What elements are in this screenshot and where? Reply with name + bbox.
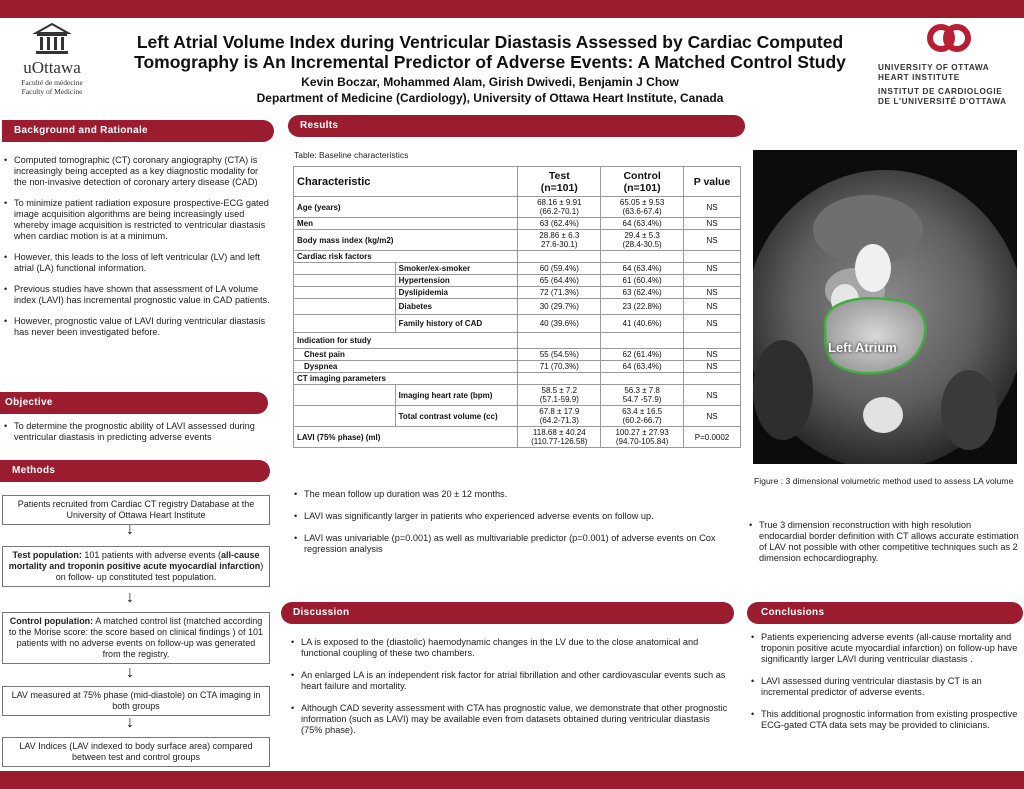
table-row: Men 63 (62.4%) 64 (63.4%) NS	[294, 218, 741, 230]
table-row: Chest pain 55 (54.5%) 62 (61.4%) NS	[294, 349, 741, 361]
uottawa-logo	[8, 22, 96, 96]
header-control: Control (n=101)	[601, 167, 684, 197]
faculty-name-en: Faculty of Medicine	[21, 87, 83, 96]
list-item: • LA is exposed to the (diastolic) haemodynamic changes in the LV due to the close anatomical and functional coupling of these two chambers.	[289, 637, 729, 659]
conclusions-list	[749, 632, 1021, 741]
list-item: • True 3 dimension reconstruction with high resolution endocardial border definition with CT allows accurate estimation of LAV not possible with other competitive techniques such as 2 dimension echocardiography.	[747, 520, 1019, 564]
logo-line-2: HEART INSTITUTE	[878, 73, 960, 82]
list-item: • Computed tomographic (CT) coronary angiography (CTA) is increasingly being accepted as a key diagnostic modality for the non-invasive detection of coronary artery disease (CAD)	[2, 155, 272, 188]
poster-title	[110, 32, 870, 72]
table-row: CT imaging parameters	[294, 373, 741, 385]
table-row: Smoker/ex-smoker 60 (59.4%) 64 (63.4%) NS	[294, 263, 741, 275]
down-arrow-icon: ↓	[126, 589, 134, 606]
section-header-objective: Objective	[0, 392, 268, 414]
table-row: Cardiac risk factors	[294, 251, 741, 263]
list-item: • LAVI was significantly larger in patients who experienced adverse events on follow up.	[292, 511, 732, 522]
down-arrow-icon: ↓	[126, 664, 134, 681]
bottom-banner-bar	[0, 771, 1024, 789]
flow-box-lav-indices: LAV Indices (LAV indexed to body surface area) compared between test and control groups	[2, 737, 270, 767]
flow-box-recruitment: Patients recruited from Cardiac CT registry Database at the University of Ottawa Heart Institute	[2, 495, 270, 525]
header-test: Test (n=101)	[518, 167, 601, 197]
faculty-name-fr: Faculté de médecine	[21, 78, 83, 87]
objective-list	[2, 421, 272, 453]
table-caption: Table: Baseline characteristics	[294, 150, 409, 160]
title-line-1: Left Atrial Volume Index during Ventricular Diastasis Assessed by Cardiac Computed	[136, 32, 844, 52]
department: Department of Medicine (Cardiology), University of Ottawa Heart Institute, Canada	[256, 91, 724, 105]
test-population-bold: all-cause mortality and troponin positive acute myocardial infarction	[8, 550, 261, 571]
table-header-row	[294, 167, 741, 197]
list-item: • Previous studies have shown that assessment of LA volume index (LAVI) has incremental prognostic value in CAD patients.	[2, 284, 272, 306]
list-item: • This additional prognostic information from existing prospective ECG-gated CTA data sets may be provided to clinicians.	[749, 709, 1021, 731]
building-icon	[32, 22, 72, 56]
control-population-text: A matched control list (matched according to the Morise score: the score based on clinical findings ) of 101 patients with no adverse events on follow-up was generated from the registry.	[8, 616, 264, 659]
logo-line-1: UNIVERSITY OF OTTAWA	[878, 63, 990, 72]
section-header-background: Background and Rationale	[2, 120, 274, 142]
left-atrium-label: Left Atrium	[828, 340, 897, 355]
table-row: Body mass index (kg/m2) 28.86 ± 6.3 27.6-30.1) 29.4 ± 5.3 (28.4-30.5) NS	[294, 230, 741, 251]
figure-note	[747, 520, 1019, 574]
logo-line-3: INSTITUT DE CARDIOLOGIE	[878, 87, 1003, 96]
test-population-text-a: 101 patients with adverse events (	[81, 550, 221, 560]
table-row: Diabetes 30 (29.7%) 23 (22.8%) NS	[294, 299, 741, 315]
flow-box-test-population	[2, 546, 270, 587]
background-list	[2, 155, 272, 348]
authors: Kevin Boczar, Mohammed Alam, Girish Dwivedi, Benjamin J Chow	[301, 75, 679, 89]
header-characteristic: Characteristic	[294, 167, 518, 197]
table-row: Indication for study	[294, 333, 741, 349]
test-population-text-b: ) on follow- up constituted test population.	[55, 561, 264, 582]
list-item: • LAVI assessed during ventricular diastasis by CT is an incremental predictor of adverse events.	[749, 676, 1021, 698]
list-item: • An enlarged LA is an independent risk factor for atrial fibrillation and other cardiovascular events such as heart failure and mortality.	[289, 670, 729, 692]
section-header-results: Results	[288, 115, 745, 137]
list-item: • LAVI was univariable (p=0.001) as well as multivariable predictor (p=0.001) of adverse events on Cox regression analysis	[292, 533, 732, 555]
flow-box-control-population	[2, 612, 270, 664]
table-row: Hypertension 65 (64.4%) 61 (60.4%)	[294, 275, 741, 287]
title-line-2: Tomography is An Incremental Predictor of Adverse Events: A Matched Control Study	[134, 52, 846, 72]
control-population-label: Control population:	[9, 616, 94, 626]
section-header-methods: Methods	[0, 460, 270, 482]
list-item: • To minimize patient radiation exposure prospective-ECG gated image acquisition algorithms are being increasingly used whereby image acquisition is restricted to ventricular diastasis when cardiac motion is at a minimum.	[2, 198, 272, 242]
baseline-characteristics-table	[293, 166, 741, 448]
table-row: Total contrast volume (cc) 67.8 ± 17.9 (64.2-71.3) 63.4 ± 16.5 (60.2-66.7) NS	[294, 406, 741, 427]
list-item: • The mean follow up duration was 20 ± 12 months.	[292, 489, 732, 500]
section-header-discussion: Discussion	[281, 602, 734, 624]
ct-scan-graphic	[753, 150, 1017, 464]
table-row: LAVI (75% phase) (ml) 118.68 ± 40.24 (110.77-126.58) 100.27 ± 27.93 (94.70-105.84) P=0.0002	[294, 427, 741, 448]
ct-left-atrium-image	[753, 150, 1017, 464]
table-row: Dyspnea 71 (70.3%) 64 (63.4%) NS	[294, 361, 741, 373]
test-population-label: Test population:	[12, 550, 82, 560]
list-item: • Patients experiencing adverse events (all-cause mortality and troponin positive acute myocardial infarction) on follow-up have significantly larger LAVI during ventricular diastasis .	[749, 632, 1021, 665]
flow-box-lav-measurement: LAV measured at 75% phase (mid-diastole) on CTA imaging in both groups	[2, 686, 270, 716]
heart-institute-logo	[878, 22, 1020, 107]
table-row: Family history of CAD 40 (39.6%) 41 (40.6%) NS	[294, 315, 741, 333]
results-list	[292, 489, 732, 565]
logo-line-4: DE L'UNIVERSITÉ D'OTTAWA	[878, 97, 1007, 106]
heart-logo-icon	[925, 22, 973, 58]
top-banner-bar	[0, 0, 1024, 18]
table-row: Age (years) 68.16 ± 9.91 (66.2-70.1) 65.05 ± 9.53 (63.6-67.4) NS	[294, 197, 741, 218]
list-item: • To determine the prognostic ability of LAVI assessed during ventricular diastasis in predicting adverse events	[2, 421, 272, 443]
table-row: Dyslipidemia 72 (71.3%) 63 (62.4%) NS	[294, 287, 741, 299]
list-item: • However, prognostic value of LAVI during ventricular diastasis has never been investigated before.	[2, 316, 272, 338]
table-row: Imaging heart rate (bpm) 58.5 ± 7.2 (57.1-59.9) 56.3 ± 7.8 54.7 -57.9) NS	[294, 385, 741, 406]
down-arrow-icon: ↓	[126, 521, 134, 538]
uottawa-wordmark: uOttawa	[23, 58, 81, 77]
list-item: • Although CAD severity assessment with CTA has prognostic value, we demonstrate that other prognostic information (such as LAVI) may be available even from datasets obtained during ventricular diastasis (75% phase).	[289, 703, 729, 736]
header-p-value: P value	[684, 167, 741, 197]
list-item: • However, this leads to the loss of left ventricular (LV) and left atrial (LA) functional information.	[2, 252, 272, 274]
down-arrow-icon: ↓	[126, 714, 134, 731]
figure-caption: Figure : 3 dimensional volumetric method used to assess LA volume	[754, 476, 1014, 486]
discussion-list	[289, 637, 729, 746]
section-header-conclusions: Conclusions	[747, 602, 1023, 624]
